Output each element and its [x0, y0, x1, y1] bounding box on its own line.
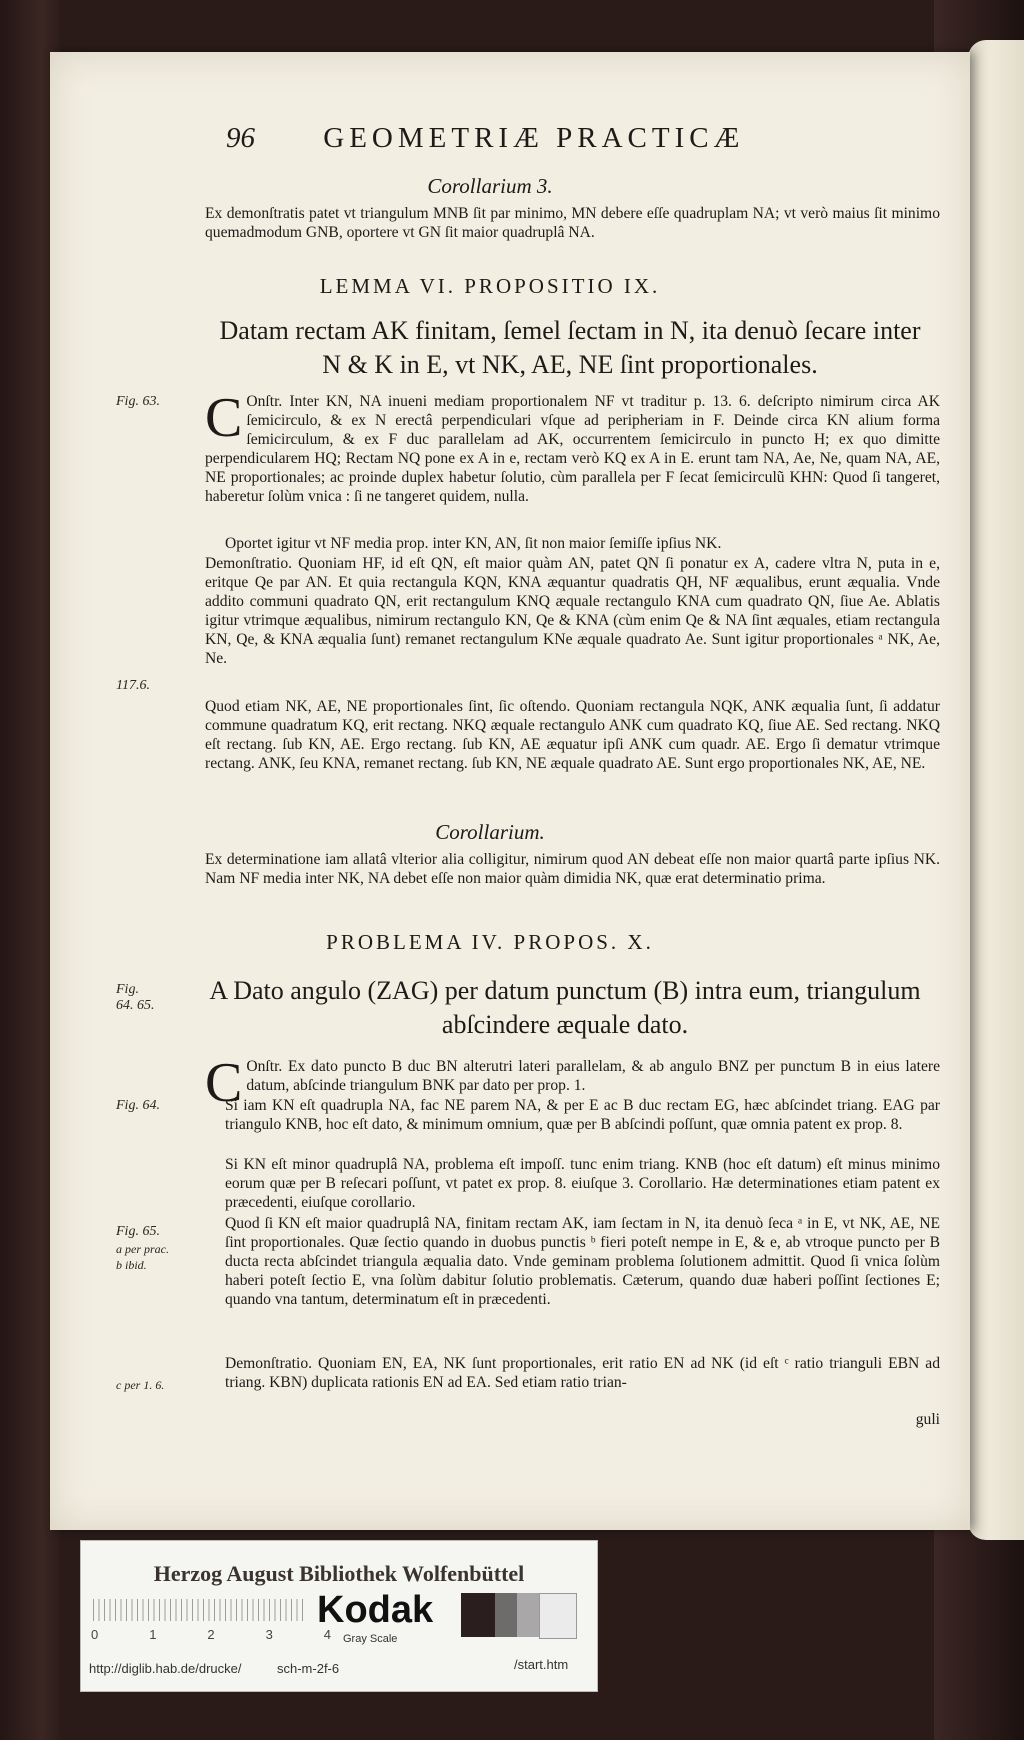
problema-enunciation: A Dato angulo (ZAG) per datum punctum (B) intra eum, triangulum abſcindere æquale dato. — [209, 976, 921, 1039]
running-header — [226, 122, 846, 155]
catchword: guli — [915, 1411, 940, 1428]
corollarium-3-text: Ex demonſtratis patet vt triangulum MNB ſit par minimo, MN debere eſſe quadruplam NA; vt verò maius ſit minimo quemadmodum GNB, oportere vt GN ſit maior quadruplâ NA. — [205, 205, 940, 241]
corollarium-3-title: Corollarium 3. — [427, 174, 553, 198]
running-title: GEOMETRIÆ PRACTICÆ — [323, 122, 745, 154]
margin-fig-63: Fig. 63. — [116, 394, 160, 409]
problema-construction-text: Onſtr. Ex dato puncto B duc BN alterutri lateri parallelam, & ab angulo BNZ per punctum B in eius latere datum, abſcinde triangulum BNK par dato per prop. 1. — [246, 1058, 940, 1094]
url-right: /start.htm — [514, 1657, 569, 1672]
lemma-construction — [205, 387, 940, 506]
gray-patch-mid — [517, 1593, 539, 1637]
lemma-oportet: Oportet igitur vt NF media prop. inter KN, AN, ſit non maior ſemiſſe ipſius NK. — [225, 535, 722, 552]
margin-c-per-1-6: c per 1. 6. — [116, 1378, 165, 1392]
page-number: 96 — [226, 122, 255, 154]
problema-demonstratio: Demonſtratio. Quoniam EN, EA, NK ſunt proportionales, erit ratio EN ad NK (id eſt ᶜ ratio trianguli EBN ad triang. KBN) duplicata rationis EN ad EA. Sed etiam ratio trian- — [225, 1355, 940, 1391]
margin-a-per-prac: a per prac. — [116, 1242, 169, 1256]
library-name: Herzog August Bibliothek Wolfenbüttel — [153, 1561, 525, 1586]
drop-cap: C — [205, 387, 243, 449]
lemma-demonstratio: Demonſtratio. Quoniam HF, id eſt QN, eſt maior quàm AN, patet QN ſi ponatur ex A, cadere vltra N, puta in e, eritque Qe par AN. Et quia rectangula KQN, KNA æquantur quadratis QH, NF æqualibus, erunt æqualia. Vnde addito communi quadrato QN, erit rectangulum KNQ æquale rectangulo KNA cum quadrato QN, ſiue Ae. Ablatis igitur vtrimque æqualibus, nimirum rectangulo KN, Qe & KNA (cùm enim Qe & NA ſint æquales, etiam rectangula KN, Qe, & KNA æqualia ſunt) remanet rectangulum KNe æquale quadrato Ae. Sunt igitur proportionales ᵃ NK, Ae, Ne. — [205, 555, 940, 667]
problema-quod-si: Quod ſi KN eſt maior quadruplâ NA, finitam rectam AK, iam ſectam in N, ita denuò ſeca ᵃ in E, vt NK, AE, NE ſint proportionales. Quæ ſectio quando in duobus punctis ᵇ fieri poteſt nempe in E, & e, ab vtroque puncto per B ducta recta abſcindet triangula æqualia dato. Vnde geminam problema ſolutionem admittit. Quod ſi vnica ſolùm haberi poteſt ſectio E, vna ſolùm dabitur ſolutio problematis. Cæterum, quando duæ haberi poſſint ſectiones E; quando vna tantum, determinatum eſt in præcedenti. — [225, 1215, 940, 1308]
gray-patch-dark — [495, 1593, 517, 1637]
scale-ticks — [93, 1599, 303, 1621]
drop-cap: C — [205, 1052, 243, 1114]
lemma-enunciation: Datam rectam AK finitam, ſemel ſectam in N, ita denuò ſecare inter N & K in E, vt NK, AE, NE ſint proportionales. — [219, 316, 921, 379]
lemma-quod-etiam: Quod etiam NK, AE, NE proportionales ſint, ſic oſtendo. Quoniam rectangula NQK, ANK æqualia ſunt, ſi addatur commune quadratum KQ, erit rectang. NKQ æquale rectangulo ANK cum quadrato KQ, ſiue AE. Sed rectang. NKQ eſt rectang. ſub KN, AE. Ergo rectang. ſub KN, AE æquatur ipſi ANK cum quadr. AE. Ergo ſi dematur vtrimque rectang. ANK, ſeu KNA, remanet rectang. ſub KN, NE æquale quadrato AE. Sunt ergo proportionales NK, AE, NE. — [205, 698, 940, 772]
problema-si-iam: Si iam KN eſt quadrupla NA, fac NE parem NA, & per E ac B duc rectam EG, hæc abſcindet triang. EAG par triangulo KNB, hoc eſt dato, & minimum omnium, quæ per B abſcindi poſſunt, quæ omnia patent ex prop. 8. — [225, 1097, 940, 1133]
gray-patch-black — [461, 1593, 495, 1637]
problema-si-kn-minor: Si KN eſt minor quadruplâ NA, problema eſt impoſſ. tunc enim triang. KNB (hoc eſt datum) eſt minus minimo eorum quæ per B reſecari poſſunt, vt patet ex prop. 8. eiuſque 3. Corollario. Hæ determinationes etiam patent ex præcedenti, eiuſque corollario. — [225, 1156, 940, 1211]
margin-fig-65: Fig. 65. — [116, 1224, 160, 1239]
shelfmark: sch-m-2f-6 — [277, 1661, 340, 1676]
lemma-construction-text: Onſtr. Inter KN, NA inueni mediam proportionalem NF vt traditur p. 13. 6. deſcripto nimirum circa AK ſemicirculo, & ex N erectâ perpendiculari vſque ad peripheriam in F. Deinde circa KN alium forma ſemicirculum, & ex F duc parallelam ad AK, occurrentem ſemicirculo in puncto H; ex quo dimitte perpendicularem HQ; Rectam NQ pone ex A in e, rectam verò KQ ex A in E. erunt tam NA, Ae, Ne, quam NA, AE, NE proportionales; ac proinde duplex habetur ſolutio, cùm parallela per F ſecat ſemicirculũ KHN: Quod ſi tangeret, haberetur ſolùm vnica : ſi ne tangeret quidem, nulla. — [205, 393, 940, 505]
margin-ref-117-6: 117.6. — [116, 678, 150, 693]
next-page-edge — [968, 40, 1024, 1540]
gray-patch-white — [539, 1593, 577, 1639]
color-target-card — [80, 1540, 598, 1692]
corollarium-title: Corollarium. — [435, 820, 545, 844]
gray-scale-label: Gray Scale — [343, 1633, 398, 1645]
margin-fig-64: Fig. 64. — [116, 1098, 160, 1113]
book-page — [50, 52, 970, 1530]
margin-fig-64-65: Fig. 64. 65. — [116, 982, 155, 1013]
corollarium-text: Ex determinatione iam allatâ vlterior alia colligitur, nimirum quod AN debeat eſſe non maior quartâ parte ipſius NK. Nam NF media inter NK, NA debet eſſe non maior quàm dimidia NK, quæ erat determinatio prima. — [205, 851, 940, 887]
lemma-heading: LEMMA VI. PROPOSITIO IX. — [319, 274, 661, 298]
problema-heading: PROBLEMA IV. PROPOS. X. — [326, 930, 654, 954]
url-left: http://diglib.hab.de/drucke/ — [89, 1661, 242, 1676]
margin-b-ibid: b ibid. — [116, 1258, 147, 1272]
scale-numbers: 0 1 2 3 4 — [91, 1627, 331, 1642]
kodak-logo: Kodak — [317, 1589, 434, 1631]
